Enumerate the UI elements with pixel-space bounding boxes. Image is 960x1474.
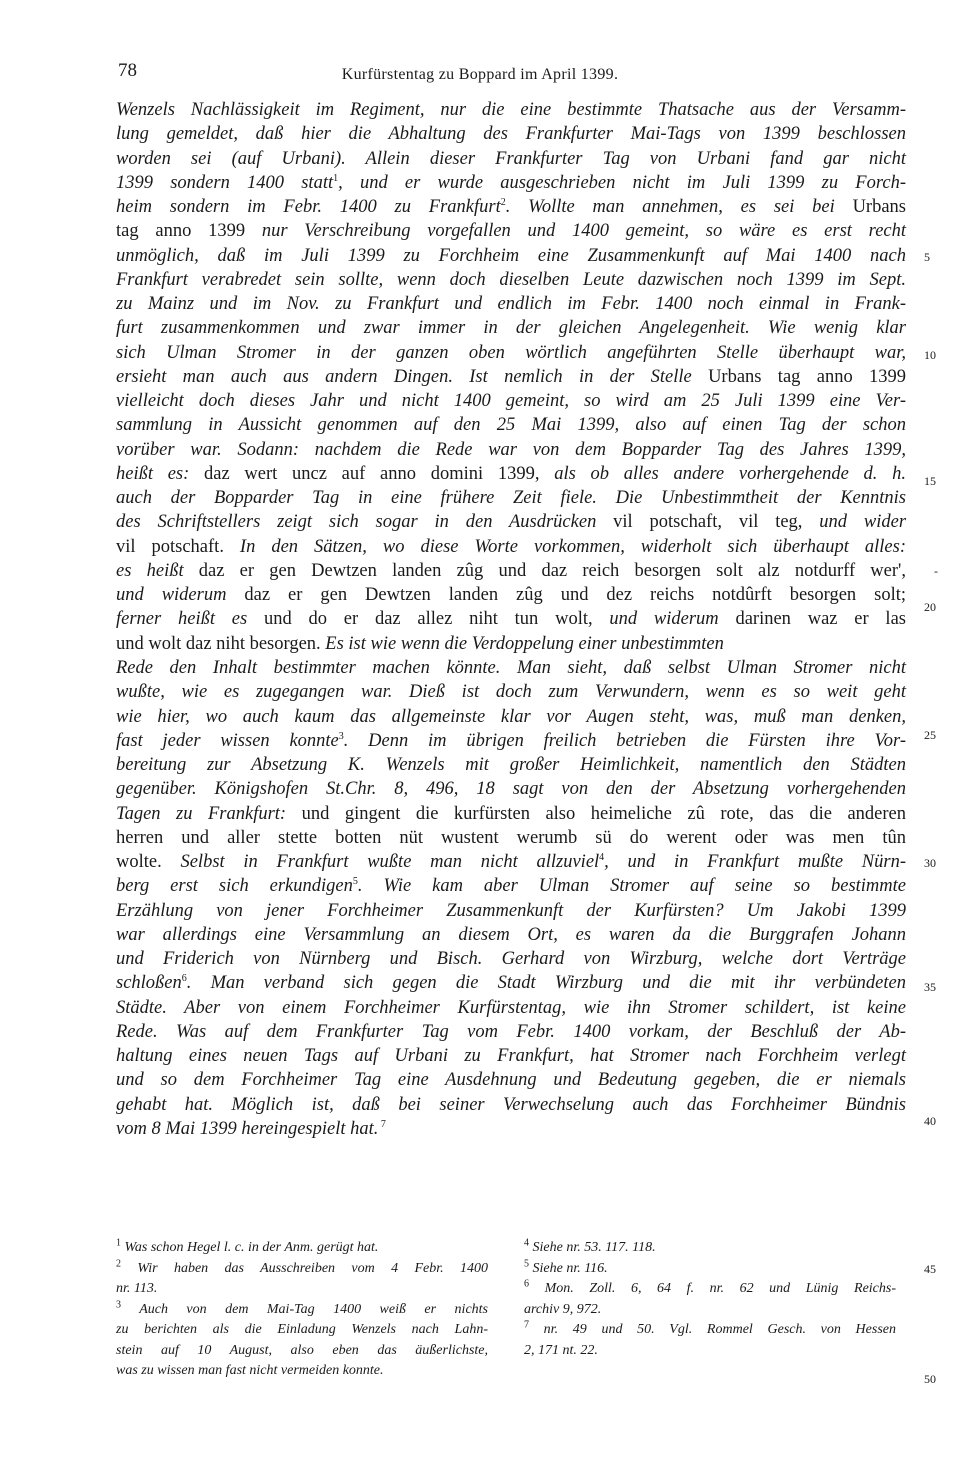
text-segment: Erzählung von jener Forchheimer Zusammenkunft der Kurfürsten? Um Jakobi 1399	[116, 900, 906, 921]
text-segment: Was schon Hegel l. c. in der Anm. gerügt hat.	[121, 1240, 379, 1255]
text-segment: Frankfurt verabredet sein sollte, wenn doch dieselben Leute dazwischen noch 1399 im Sept.	[116, 269, 906, 290]
margin-line-number: 40	[924, 1114, 936, 1128]
body-line	[116, 632, 906, 656]
quoted-source-text: daz er gen Dewtzen landen zûg und dez reichs notdûrft besorgen solt;	[244, 585, 906, 606]
footnote-reference: 2	[116, 1257, 121, 1269]
body-line	[116, 850, 906, 874]
margin-mark: -	[934, 564, 938, 578]
text-segment: und Friderich von Nürnberg und Bisch. Gerhard von Wirzburg, welche dort Verträge	[116, 949, 906, 970]
body-line	[116, 292, 906, 316]
text-segment: wie hier, wo auch kaum das allgemeinste klar vor Augen steht, was, muß man denken,	[116, 706, 906, 727]
text-segment: war allerdings eine Versammlung an diesem Ort, es waren da die Burggrafen Johann	[116, 924, 906, 945]
quoted-source-text: und wolt daz niht besorgen.	[116, 633, 321, 654]
body-line	[116, 802, 906, 826]
text-segment: 2, 171 nt. 22.	[524, 1342, 598, 1358]
text-segment: des Schriftstellers zeigt sich sogar in den Ausdrücken	[116, 512, 614, 533]
text-segment: Mon. Zoll. 6, 64 f. nr. 62 und Lünig Reichs-	[529, 1281, 896, 1296]
body-line	[116, 996, 906, 1020]
footnote-reference: 4	[524, 1237, 529, 1249]
text-segment: , und in Frankfurt mußte Nürn-	[604, 852, 906, 873]
body-line	[116, 583, 906, 607]
text-segment: Selbst in Frankfurt wußte man nicht allzuviel	[161, 852, 600, 873]
body-line	[116, 559, 906, 583]
text-segment: , und er wurde ausgeschrieben nicht im Juli 1399 zu Forch-	[338, 172, 906, 193]
text-segment: gehabt hat. Möglich ist, daß bei seiner Verwechselung auch das Forchheimer Bündnis	[116, 1094, 906, 1115]
body-line	[116, 874, 906, 898]
body-line	[116, 438, 906, 462]
text-segment: als ob alles andere vorhergehende d. h.	[539, 463, 906, 484]
footnote-reference: 7	[378, 1118, 386, 1130]
text-segment: und widerum	[592, 609, 736, 630]
quoted-source-text: und do er daz allez niht tun wolt,	[263, 609, 593, 630]
quoted-source-text: Urbans	[852, 197, 906, 218]
footnote-line	[524, 1320, 896, 1340]
text-segment: Auch von dem Mai-Tag 1400 weiß er nichts	[121, 1301, 488, 1317]
margin-line-number: 20	[924, 600, 936, 614]
text-segment: sammlung in Aussicht genommen auf den 25 Mai 1399, also auf einen Tag der schon	[116, 415, 906, 436]
text-segment: berg erst sich erkundigen	[116, 876, 353, 897]
footnote-reference: 1	[333, 172, 339, 184]
body-line	[116, 122, 906, 146]
footnote-line	[116, 1238, 488, 1258]
text-segment: und so dem Forchheimer Tag eine Ausdehnung und Bedeutung gegeben, die er niemals	[116, 1070, 906, 1091]
text-segment: lung gemeldet, daß hier die Abhaltung des Frankfurter Mai-Tags von 1399 beschlossen	[116, 124, 906, 145]
text-segment: stein auf 10 August, also eben das äußerlichste,	[116, 1342, 488, 1358]
text-segment: heißt es:	[116, 463, 205, 484]
footnote-reference: 2	[500, 196, 506, 208]
text-segment: . Wie kam aber Ulman Stromer auf seine so bestimmte	[357, 876, 906, 897]
body-line	[116, 923, 906, 947]
footnote-line	[116, 1259, 488, 1279]
text-segment: 1399 sondern 1400 statt	[116, 172, 334, 193]
text-segment: Rede. Was auf dem Frankfurter Tag vom Febr. 1400 vorkam, der Beschluß der Ab-	[116, 1021, 906, 1042]
body-line	[116, 98, 906, 122]
body-line	[116, 705, 906, 729]
footnote-line	[116, 1341, 488, 1361]
text-segment: nr. 113.	[116, 1281, 158, 1296]
body-line	[116, 244, 906, 268]
footnote-reference: 5	[352, 876, 358, 888]
quoted-source-text: daz er gen Dewtzen landen zûg und daz reich besorgen solt alz notdurff wer',	[198, 560, 906, 581]
body-line	[116, 341, 906, 365]
text-segment: was zu wissen man fast nicht vermeiden konnte.	[116, 1363, 384, 1378]
footnote-line	[116, 1279, 488, 1299]
text-segment: In den Sätzen, wo diese Worte vorkommen, widerholt sich überhaupt alles:	[223, 536, 907, 557]
text-segment: Tagen zu Frankfurt:	[116, 803, 302, 824]
text-segment: schloßen	[116, 973, 182, 994]
body-line	[116, 535, 906, 559]
text-segment: fast jeder wissen konnte	[116, 730, 339, 751]
margin-line-number: 35	[924, 980, 936, 994]
text-segment: nur Verschreibung vorgefallen und 1400 gemeint, so wäre es erst recht	[245, 221, 907, 242]
body-line	[116, 753, 906, 777]
footnote-reference: 7	[524, 1319, 529, 1331]
body-line	[116, 268, 906, 292]
body-line	[116, 656, 906, 680]
body-line	[116, 826, 906, 850]
footnote-reference: 5	[524, 1257, 529, 1269]
quoted-source-text: tag anno 1399	[116, 221, 246, 242]
body-line	[116, 729, 906, 753]
text-segment: es heißt	[116, 560, 199, 581]
text-segment: und widerum	[116, 585, 245, 606]
text-segment: gegenüber. Königshofen St.Chr. 8, 496, 18 sagt von den der Absetzung vorhergehenden	[116, 779, 906, 800]
text-segment: furt zusammenkommen und zwar immer in der gleichen Angelegenheit. Wie wenig klar	[116, 318, 906, 339]
page-number: 78	[118, 60, 137, 81]
footnote-line	[116, 1300, 488, 1320]
footnote-line	[524, 1259, 896, 1279]
footnote-reference: 6	[524, 1278, 529, 1290]
text-segment: nr. 49 und 50. Vgl. Rommel Gesch. von Hessen	[529, 1322, 896, 1337]
margin-line-number: 50	[924, 1372, 936, 1386]
text-segment: Rede den Inhalt bestimmter machen könnte. Man sieht, daß selbst Ulman Stromer nicht	[116, 657, 906, 678]
text-segment: . Wollte man annehmen, es sei bei	[505, 197, 853, 218]
running-title: Kurfürstentag zu Boppard im April 1399.	[341, 66, 619, 83]
footnote-line	[116, 1361, 488, 1381]
footnote-line	[524, 1238, 896, 1258]
text-segment: Siehe nr. 53. 117. 118.	[529, 1240, 656, 1255]
body-line	[116, 971, 906, 995]
text-segment: worden sei (auf Urbani). Allein dieser Frankfurter Tag von Urbani fand gar nicht	[116, 148, 906, 169]
margin-line-number: 25	[924, 728, 936, 742]
margin-line-number: 30	[924, 856, 936, 870]
text-segment: ersieht man auch aus andern Dingen. Ist nemlich in der Stelle	[116, 366, 709, 387]
text-segment: bereitung zur Absetzung K. Wenzels mit großer Heimlichkeit, namentlich den Städten	[116, 755, 906, 776]
footnote-reference: 3	[116, 1298, 121, 1310]
text-segment: Wir haben das Ausschreiben vom 4 Febr. 1400	[121, 1260, 488, 1276]
quoted-source-text: herren und aller stette botten nüt wustent werumb sü do werent oder was men tûn	[116, 827, 906, 848]
footnote-reference: 3	[338, 730, 344, 742]
margin-line-number: 15	[924, 474, 936, 488]
footnote-reference: 6	[181, 973, 187, 985]
body-line	[116, 1093, 906, 1117]
text-segment: . Man verband sich gegen die Stadt Wirzburg und die mit ihr verbündeten	[186, 973, 906, 994]
text-segment: auch der Bopparder Tag in eine frühere Zeit fiele. Die Unbestimmtheit der Kenntnis	[116, 488, 906, 509]
text-segment: zu Mainz und im Nov. zu Frankfurt und endlich im Febr. 1400 noch einmal in Frank-	[116, 294, 906, 315]
text-segment: und wider	[802, 512, 907, 533]
body-line	[116, 680, 906, 704]
body-line	[116, 389, 906, 413]
footnote-reference: 1	[116, 1237, 121, 1249]
margin-line-number: 10	[924, 348, 936, 362]
text-segment: Siehe nr. 116.	[529, 1260, 608, 1276]
body-line	[116, 1068, 906, 1092]
footnote-reference: 4	[599, 851, 605, 863]
margin-line-number: 5	[924, 250, 930, 264]
quoted-source-text: vil potschaft.	[116, 536, 224, 557]
quoted-source-text: Urbans tag anno 1399	[708, 366, 907, 387]
body-line	[116, 899, 906, 923]
quoted-source-text: darinen waz er las	[735, 609, 906, 630]
body-line	[116, 510, 906, 534]
body-line	[116, 1020, 906, 1044]
body-line	[116, 462, 906, 486]
text-segment: heim sondern im Febr. 1400 zu Frankfurt	[116, 197, 501, 218]
body-line	[116, 171, 906, 195]
quoted-source-text: daz wert uncz auf anno domini 1399,	[204, 463, 540, 484]
body-line	[116, 147, 906, 171]
footnote-line	[524, 1279, 896, 1299]
body-line	[116, 777, 906, 801]
body-line	[116, 486, 906, 510]
quoted-source-text: vil potschaft, vil teg,	[613, 512, 803, 533]
text-segment: zu berichten als die Einladung Wenzels nach Lahn-	[116, 1322, 488, 1337]
body-line	[116, 316, 906, 340]
text-segment: . Denn im übrigen freilich betrieben die Fürsten ihre Vor-	[343, 730, 906, 751]
body-line	[116, 607, 906, 631]
body-line	[116, 1117, 906, 1141]
text-segment: unmöglich, daß im Juli 1399 zu Forchheim eine Zusammenkunft auf Mai 1400 nach	[116, 245, 906, 266]
footnote-line	[524, 1341, 896, 1361]
text-segment: vielleicht doch dieses Jahr und nicht 1400 gemeint, so wird am 25 Juli 1399 eine Ver-	[116, 391, 906, 412]
text-segment: Städte. Aber von einem Forchheimer Kurfürstentag, wie ihn Stromer schildert, ist keine	[116, 997, 906, 1018]
margin-line-number: 45	[924, 1262, 936, 1276]
text-segment: Wenzels Nachlässigkeit im Regiment, nur die eine bestimmte Thatsache aus der Versamm-	[116, 100, 906, 120]
text-segment: wußte, wie es zugegangen war. Dieß ist doch zum Verwundern, wenn es so weit geht	[116, 682, 906, 703]
quoted-source-text: wolte.	[116, 852, 162, 873]
body-line	[116, 365, 906, 389]
text-segment: Es ist wie wenn die Verdoppelung einer unbestimmten	[320, 633, 724, 654]
body-line	[116, 1044, 906, 1068]
quoted-source-text: und gingent die kurfürsten also heimeliche zû rote, das die anderen	[301, 803, 907, 824]
footnote-line	[116, 1320, 488, 1340]
text-segment: ferner heißt es	[116, 609, 264, 630]
text-segment: vorüber war. Sodann: nachdem die Rede war von dem Bopparder Tag des Jahres 1399,	[116, 439, 906, 460]
body-line	[116, 219, 906, 243]
text-segment: haltung eines neuen Tags auf Urbani zu Frankfurt, hat Stromer nach Forchheim verlegt	[116, 1046, 906, 1067]
footnote-line	[524, 1300, 896, 1320]
body-line	[116, 413, 906, 437]
body-line	[116, 195, 906, 219]
text-segment: sich Ulman Stromer in der ganzen oben wörtlich angeführten Stelle überhaupt war,	[116, 342, 906, 363]
text-segment: archiv 9, 972.	[524, 1301, 602, 1317]
body-line	[116, 947, 906, 971]
text-segment: vom 8 Mai 1399 hereingespielt hat.	[116, 1118, 379, 1139]
